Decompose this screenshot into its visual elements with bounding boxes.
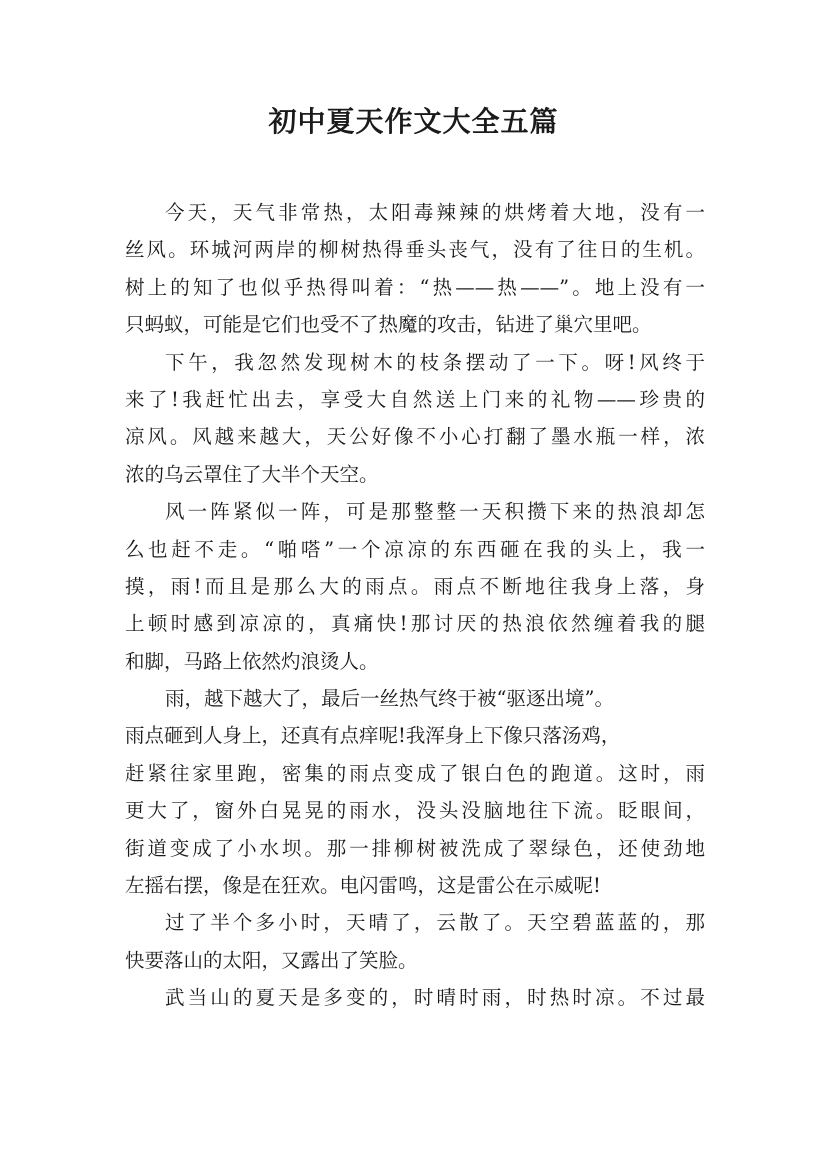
text-line: 雨点砸到人身上，还真有点痒呢!我浑身上下像只落汤鸡， — [125, 724, 621, 748]
text-line: 浓的乌云罩住了大半个天空。 — [125, 462, 379, 486]
text-line: 只蚂蚁，可能是它们也受不了热魔的攻击，钻进了巢穴里吧。 — [125, 313, 652, 337]
text-line: 摸，雨!而且是那么大的雨点。雨点不断地往我身上落，身 — [125, 574, 705, 598]
text-line: 过了半个多小时，天晴了，云散了。天空碧蓝蓝的，那 — [165, 911, 705, 935]
text-line: 雨，越下越大了，最后一丝热气终于被“驱逐出境”。 — [165, 687, 614, 711]
text-line: 丝风。环城河两岸的柳树热得垂头丧气，没有了往日的生机。 — [125, 238, 705, 262]
text-line: 下午，我忽然发现树木的枝条摆动了一下。呀!风终于 — [165, 350, 705, 374]
text-line: 凉风。风越来越大，天公好像不小心打翻了墨水瓶一样，浓 — [125, 425, 705, 449]
text-line: 快要落山的太阳，又露出了笑脸。 — [125, 948, 418, 972]
text-line: 和脚，马路上依然灼浪烫人。 — [125, 649, 379, 673]
text-line: 街道变成了小水坝。那一排柳树被洗成了翠绿色，还使劲地 — [125, 836, 705, 860]
document-body — [125, 194, 705, 1017]
text-line: 更大了，窗外白晃晃的雨水，没头没脑地往下流。眨眼间， — [125, 799, 705, 823]
text-line: 今天，天气非常热，太阳毒辣辣的烘烤着大地，没有一 — [165, 201, 705, 224]
text-line: 左摇右摆，像是在狂欢。电闪雷鸣，这是雷公在示威呢! — [125, 874, 601, 898]
text-line: 上顿时感到凉凉的，真痛快!那讨厌的热浪依然缠着我的腿 — [125, 612, 705, 636]
text-line: 来了!我赶忙出去，享受大自然送上门来的礼物——珍贵的 — [125, 387, 705, 411]
text-line: 武当山的夏天是多变的，时晴时雨，时热时凉。不过最 — [165, 986, 705, 1010]
text-line: 么也赶不走。“啪嗒”一个凉凉的东西砸在我的头上，我一 — [125, 537, 705, 561]
text-line: 风一阵紧似一阵，可是那整整一天积攒下来的热浪却怎 — [165, 500, 705, 524]
text-line: 树上的知了也似乎热得叫着：“热——热——”。地上没有一 — [125, 275, 705, 299]
document-title: 初中夏天作文大全五篇 — [268, 105, 559, 138]
text-line: 赶紧往家里跑，密集的雨点变成了银白色的跑道。这时，雨 — [125, 761, 705, 785]
